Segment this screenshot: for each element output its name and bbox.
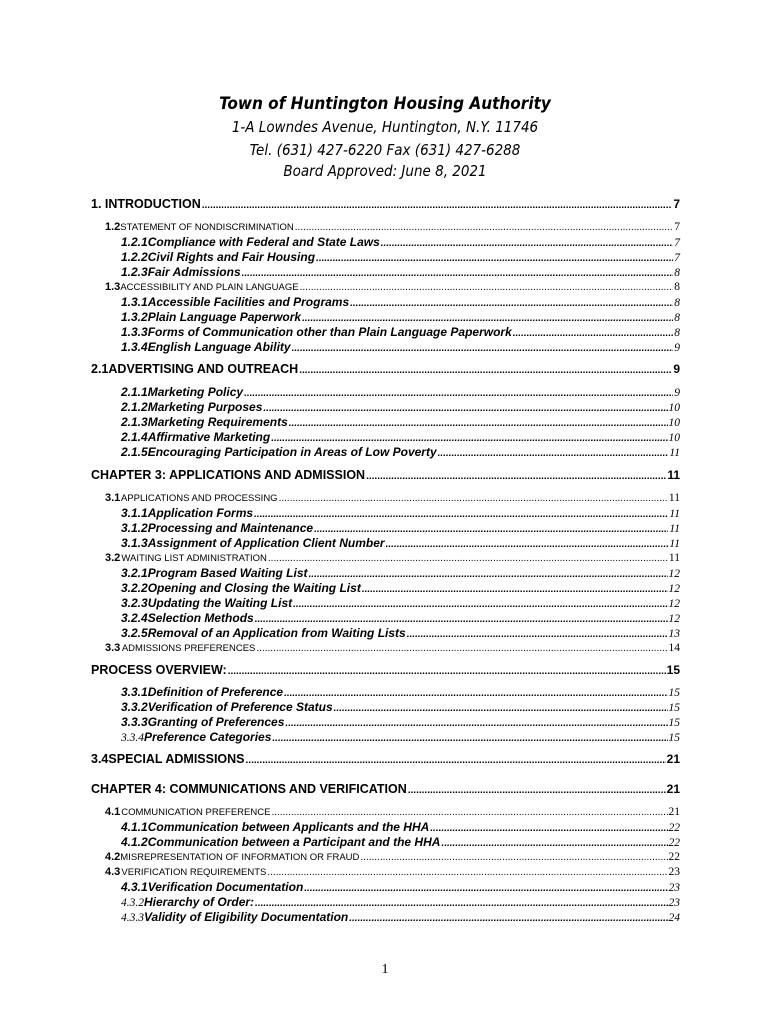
toc-entry[interactable] (121, 684, 680, 700)
toc-title: Selection Methods (147, 611, 254, 625)
toc-page-number: 12 (668, 583, 680, 595)
toc-title: Marketing Purposes (147, 400, 263, 414)
toc-number: CHAPTER 4: COMMUNICATIONS AND VERIFICATION (91, 782, 407, 796)
toc-entry[interactable] (105, 804, 680, 820)
dot-leader (438, 446, 669, 462)
toc-title: Removal of an Application from Waiting Lists (147, 626, 406, 640)
toc-page-number: 22 (668, 837, 680, 849)
toc-page-number: 15 (666, 663, 680, 677)
toc-title: Hierarchy of Order: (144, 895, 255, 909)
toc-number: 4.3.2 (121, 897, 144, 909)
toc-title: Marketing Requirements (147, 415, 288, 429)
toc-page-number: 8 (674, 312, 680, 324)
toc-title: Compliance with Federal and State Laws (147, 235, 380, 249)
toc-entry[interactable] (91, 196, 680, 212)
toc-entry[interactable] (121, 505, 680, 521)
toc-title: Updating the Waiting List (147, 596, 293, 610)
toc-number: PROCESS OVERVIEW: (91, 663, 227, 677)
toc-title: Assignment of Application Client Number (147, 536, 385, 550)
toc-number: 3.1.2 (121, 521, 148, 535)
toc-title: Forms of Communication other than Plain Language Paperwork (147, 325, 512, 339)
toc-page-number: 15 (668, 717, 680, 729)
toc-number: 2.1.3 (121, 415, 148, 429)
toc-page-number: 22 (668, 822, 680, 834)
dot-leader (228, 664, 666, 680)
toc-number: 1.2.2 (121, 250, 148, 264)
dot-leader (366, 469, 666, 485)
toc-entry[interactable] (121, 834, 680, 850)
toc-number: 1.3.2 (121, 310, 148, 324)
dot-leader (272, 731, 667, 747)
toc-number: 4.3.1 (121, 880, 148, 894)
toc-title: Verification of Preference Status (147, 700, 333, 714)
toc-page-number: 9 (674, 387, 680, 399)
toc-entry[interactable] (121, 625, 680, 641)
toc-entry[interactable] (121, 909, 680, 925)
toc-number: 4.2 (105, 851, 121, 863)
toc-entry[interactable] (105, 219, 680, 235)
toc-title: ACCESSIBILITY AND PLAIN LANGUAGE (120, 282, 299, 293)
toc-number: 4.3 (105, 866, 121, 878)
toc-page-number: 21 (666, 752, 680, 766)
toc-page-number: 15 (668, 732, 680, 744)
toc-entry[interactable] (121, 414, 680, 430)
toc-entry[interactable] (121, 894, 680, 910)
toc-entry[interactable] (121, 595, 680, 611)
toc-entry[interactable] (121, 429, 680, 445)
toc-title: Fair Admissions (147, 265, 241, 279)
toc-number: 3.2.2 (121, 581, 148, 595)
toc-title: Validity of Eligibility Documentation (144, 910, 349, 924)
toc-number: 1.2.3 (121, 265, 148, 279)
toc-page-number: 12 (668, 598, 680, 610)
dot-leader (292, 341, 674, 357)
page-number: 1 (381, 962, 389, 977)
toc-title: Accessible Facilities and Programs (147, 295, 350, 309)
toc-entry[interactable] (105, 849, 680, 865)
toc-page-number: 22 (668, 851, 680, 863)
toc-page-number: 8 (674, 327, 680, 339)
toc-number: 3.3.1 (121, 685, 148, 699)
toc-page-number: 11 (669, 538, 680, 550)
approval-date: Board Approved: June 8, 2021 (283, 162, 487, 180)
toc-page-number: 10 (668, 432, 680, 444)
toc-page-number: 10 (668, 417, 680, 429)
toc-entry[interactable] (121, 580, 680, 596)
toc-title: Encouraging Participation in Areas of Low Poverty (147, 445, 437, 459)
toc-number: 3.3.4 (121, 732, 144, 744)
toc-entry[interactable] (121, 610, 680, 626)
toc-page-number: 23 (668, 897, 680, 909)
toc-entry[interactable] (105, 279, 680, 295)
dot-leader (256, 641, 667, 657)
toc-page-number: 9 (673, 362, 680, 376)
toc-title: VERIFICATION REQUIREMENTS (121, 867, 267, 878)
toc-title: Plain Language Paperwork (147, 310, 302, 324)
toc-page-number: 13 (668, 628, 680, 640)
toc-page-number: 11 (669, 447, 680, 459)
toc-title: STATEMENT OF NONDISCRIMINATION (120, 222, 294, 233)
toc-number: 3.2.3 (121, 596, 148, 610)
toc-page-number: 21 (668, 806, 680, 818)
toc-page-number: 11 (669, 523, 680, 535)
toc-title: Program Based Waiting List (147, 566, 308, 580)
dot-leader (408, 783, 666, 799)
dot-leader (349, 911, 667, 927)
toc-page-number: 7 (674, 252, 680, 264)
toc-number: 4.1 (105, 806, 121, 818)
toc-page-number: 7 (674, 221, 680, 233)
toc-number: 3.2.4 (121, 611, 148, 625)
toc-number: 2.1.1 (121, 385, 148, 399)
dot-leader (202, 198, 673, 214)
toc-title: Application Forms (147, 506, 254, 520)
toc-number: 3.3.2 (121, 700, 148, 714)
toc-title: Preference Categories (144, 730, 272, 744)
toc-entry[interactable] (121, 234, 680, 250)
toc-entry[interactable] (121, 294, 680, 310)
toc-page-number: 14 (668, 642, 680, 654)
toc-title: ADVERTISING AND OUTREACH (108, 362, 299, 376)
toc-number: 3.4 (91, 752, 109, 766)
toc-entry[interactable] (121, 565, 680, 581)
toc-page-number: 7 (674, 237, 680, 249)
toc-number: 1. INTRODUCTION (91, 197, 201, 211)
toc-number: 1.2 (105, 221, 121, 233)
toc-title: WAITING LIST ADMINISTRATION (121, 553, 267, 564)
toc-entry[interactable] (105, 490, 680, 506)
toc-title: COMMUNICATION PREFERENCE (121, 807, 271, 818)
toc-page-number: 11 (667, 468, 680, 482)
toc-number: CHAPTER 3: APPLICATIONS AND ADMISSION (91, 468, 366, 482)
toc-entry[interactable] (121, 339, 680, 355)
toc-title: Affirmative Marketing (147, 430, 271, 444)
toc-entry[interactable] (121, 535, 680, 551)
toc-entry[interactable] (105, 550, 680, 566)
toc-entry[interactable] (105, 864, 680, 880)
toc-entry[interactable] (91, 361, 680, 377)
toc-entry[interactable] (91, 781, 680, 797)
toc-title: Definition of Preference (147, 685, 284, 699)
toc-entry[interactable] (121, 309, 680, 325)
toc-title: MISREPRESENTATION OF INFORMATION OR FRAUD (120, 852, 360, 863)
toc-title: Granting of Preferences (147, 715, 285, 729)
toc-number: 3.1.3 (121, 536, 148, 550)
toc-entry[interactable] (105, 640, 680, 656)
toc-page-number: 11 (668, 492, 680, 504)
toc-entry[interactable] (121, 399, 680, 415)
toc-page-number: 8 (674, 297, 680, 309)
phone-fax-line: Tel. (631) 427-6220 Fax (631) 427-6288 (249, 141, 521, 159)
toc-number: 3.2.5 (121, 626, 148, 640)
toc-page-number: 11 (669, 508, 680, 520)
toc-page-number: 8 (674, 281, 680, 293)
toc-entry[interactable] (121, 699, 680, 715)
toc-number: 1.3.4 (121, 340, 148, 354)
toc-title: English Language Ability (147, 340, 291, 354)
toc-title: Verification Documentation (147, 880, 304, 894)
toc-entry[interactable] (121, 264, 680, 280)
toc-page-number: 11 (668, 552, 680, 564)
toc-number: 3.3.3 (121, 715, 148, 729)
toc-title: ADMISSIONS PREFERENCES (121, 643, 256, 654)
toc-number: 3.2.1 (121, 566, 148, 580)
toc-title: Communication between a Participant and the HHA (147, 835, 441, 849)
toc-entry[interactable] (121, 729, 680, 745)
toc-number: 1.2.1 (121, 235, 148, 249)
dot-leader (299, 363, 672, 379)
toc-title: Opening and Closing the Waiting List (147, 581, 361, 595)
toc-page-number: 23 (668, 866, 680, 878)
toc-title: Marketing Policy (147, 385, 244, 399)
toc-entry[interactable] (91, 751, 680, 767)
toc-number: 1.3 (105, 281, 121, 293)
toc-page-number: 23 (668, 882, 680, 894)
toc-number: 3.1.1 (121, 506, 148, 520)
toc-entry[interactable] (121, 714, 680, 730)
toc-entry[interactable] (121, 879, 680, 895)
toc-page-number: 15 (668, 687, 680, 699)
toc-title: Processing and Maintenance (147, 521, 314, 535)
toc-page-number: 21 (666, 782, 680, 796)
toc-number: 2.1.5 (121, 445, 148, 459)
toc-entry[interactable] (121, 324, 680, 340)
toc-number: 2.1 (91, 362, 109, 376)
toc-page-number: 7 (673, 197, 680, 211)
toc-entry[interactable] (91, 467, 680, 483)
toc-entry[interactable] (121, 444, 680, 460)
toc-page-number: 8 (674, 267, 680, 279)
toc-page-number: 24 (668, 912, 680, 924)
toc-title: SPECIAL ADMISSIONS (108, 752, 245, 766)
toc-page-number: 12 (668, 568, 680, 580)
toc-title: APPLICATIONS AND PROCESSING (120, 493, 278, 504)
toc-entry[interactable] (121, 520, 680, 536)
toc-title: Civil Rights and Fair Housing (147, 250, 316, 264)
toc-entry[interactable] (91, 662, 680, 678)
toc-number: 4.3.3 (121, 912, 144, 924)
dot-leader (246, 753, 666, 769)
toc-entry[interactable] (121, 249, 680, 265)
document-title: Town of Huntington Housing Authority (219, 94, 551, 114)
toc-number: 2.1.4 (121, 430, 148, 444)
toc-entry[interactable] (121, 819, 680, 835)
toc-page-number: 10 (668, 402, 680, 414)
address-line: 1-A Lowndes Avenue, Huntington, N.Y. 11746 (231, 118, 539, 136)
toc-number: 4.1.1 (121, 820, 148, 834)
toc-number: 3.1 (105, 492, 121, 504)
toc-title: Communication between Applicants and the HHA (147, 820, 430, 834)
toc-number: 1.3.3 (121, 325, 148, 339)
toc-number: 3.3 (105, 642, 121, 654)
toc-number: 4.1.2 (121, 835, 148, 849)
toc-page-number: 12 (668, 613, 680, 625)
toc-number: 1.3.1 (121, 295, 148, 309)
toc-page-number: 15 (668, 702, 680, 714)
toc-page-number: 9 (674, 342, 680, 354)
toc-entry[interactable] (121, 384, 680, 400)
toc-number: 2.1.2 (121, 400, 148, 414)
toc-number: 3.2 (105, 552, 121, 564)
